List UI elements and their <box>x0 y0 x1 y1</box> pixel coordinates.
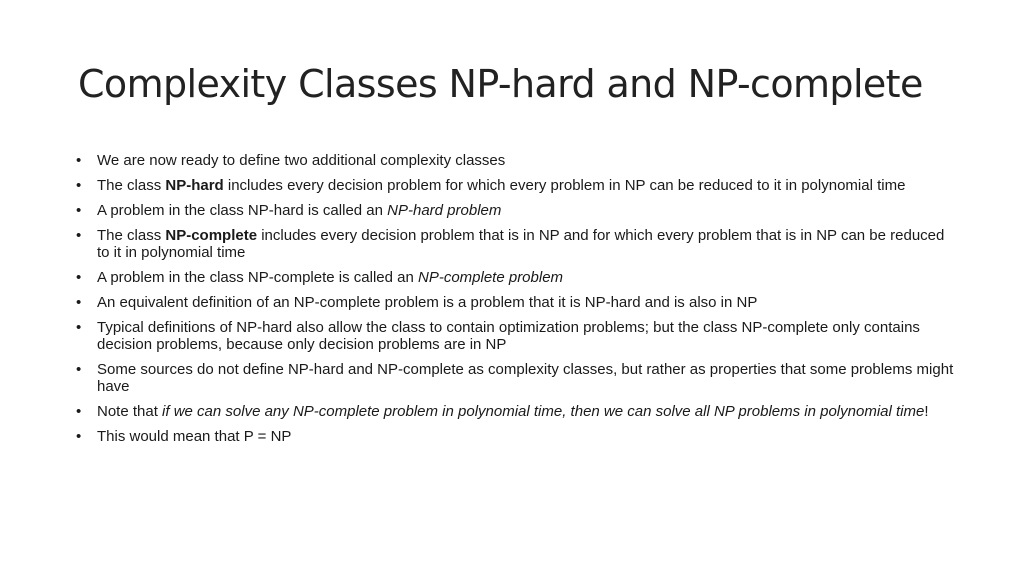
bullet-text: includes every decision problem for which every problem in NP can be reduced to it in polynomial time <box>223 177 906 194</box>
bullet-text: We are now ready to define two additional complexity classes <box>97 152 506 169</box>
bullet-text: The class <box>97 227 166 244</box>
bullet-item <box>76 319 956 353</box>
bullet-text: includes every decision problem that is in NP and for which every problem that is in NP can be reduced to it in polynomial time <box>97 227 945 261</box>
bullet-item <box>76 269 956 286</box>
bullet-text: A problem in the class NP-complete is called an <box>97 269 418 286</box>
bullet-list <box>76 152 956 453</box>
bullet-text: An equivalent definition of an NP-complete problem is a problem that it is NP-hard and is also in NP <box>97 294 758 311</box>
bullet-text-italic: if we can solve any NP-complete problem in polynomial time, then we can solve all NP problems in polynomial time <box>162 403 925 420</box>
bullet-text: A problem in the class NP-hard is called an <box>97 202 388 219</box>
bullet-text-italic: NP-complete problem <box>417 269 564 286</box>
slide-title: Complexity Classes NP-hard and NP-complete <box>78 62 923 106</box>
bullet-item <box>76 227 956 261</box>
bullet-text: This would mean that P = NP <box>97 428 292 445</box>
bullet-item <box>76 177 956 194</box>
bullet-text: Typical definitions of NP-hard also allow the class to contain optimization problems; but the class NP-complete only contains decision problems, because only decision problems are in NP <box>97 319 920 353</box>
bullet-term-bold: NP-complete <box>165 227 258 244</box>
bullet-text: ! <box>924 403 929 420</box>
bullet-item <box>76 428 956 445</box>
bullet-item <box>76 294 956 311</box>
bullet-term-bold: NP-hard <box>165 177 224 194</box>
bullet-item <box>76 202 956 219</box>
bullet-text-italic: NP-hard problem <box>387 202 502 219</box>
bullet-text: The class <box>97 177 166 194</box>
bullet-item <box>76 361 956 395</box>
bullet-text: Note that <box>97 403 163 420</box>
bullet-text: Some sources do not define NP-hard and NP-complete as complexity classes, but rather as properties that some problems might have <box>97 361 954 395</box>
bullet-item <box>76 152 956 169</box>
bullet-item <box>76 403 956 420</box>
